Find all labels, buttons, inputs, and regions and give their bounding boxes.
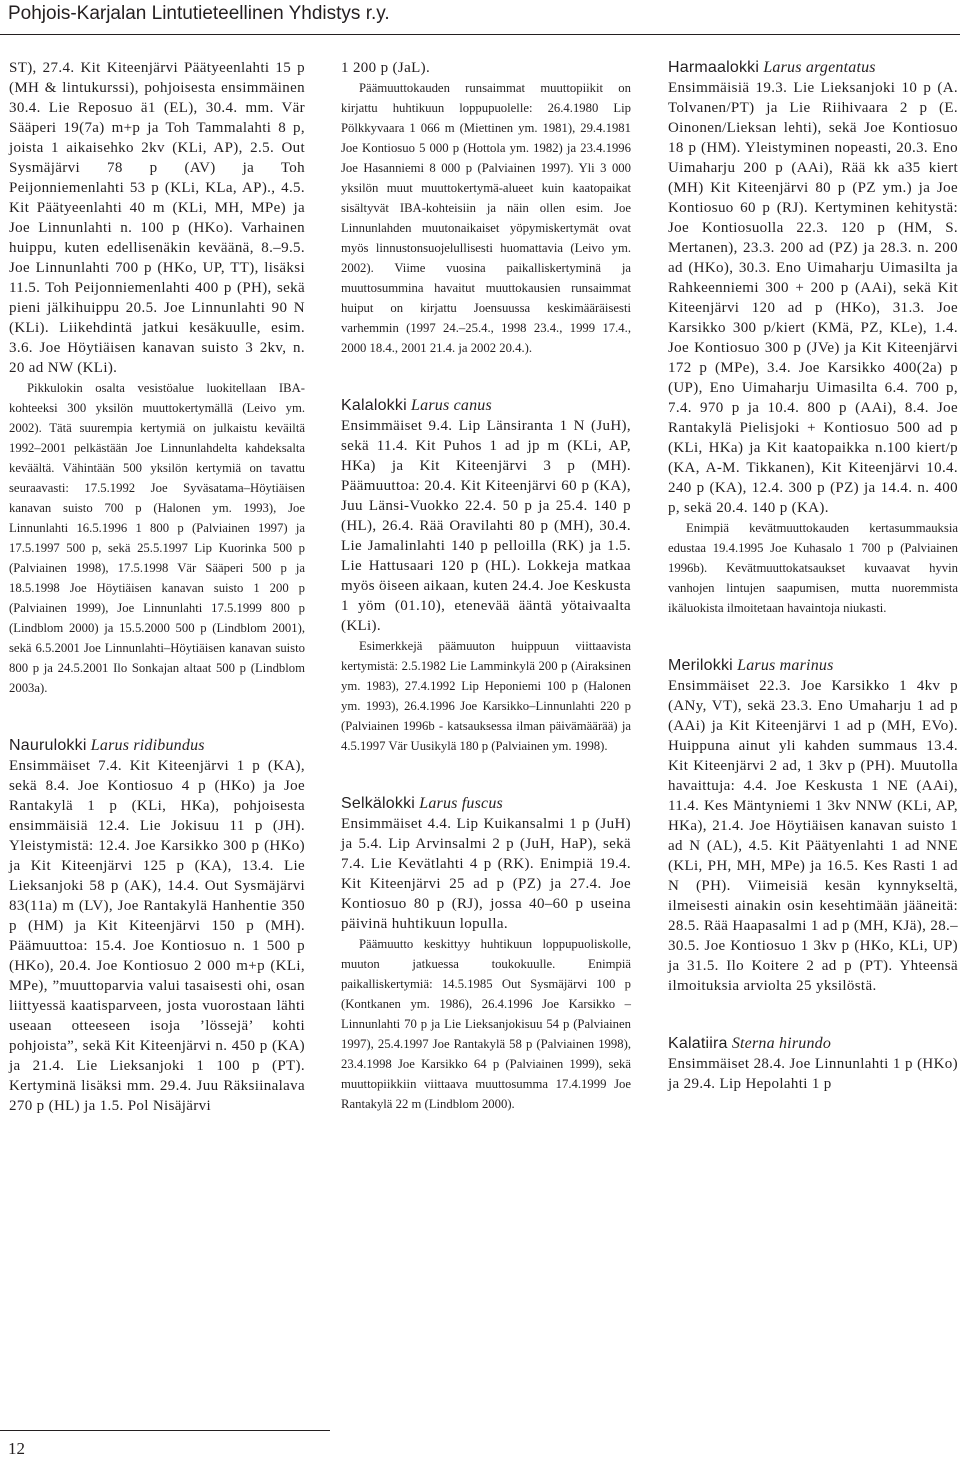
species-name: Merilokki (668, 657, 733, 674)
species-latin: Larus argentatus (763, 59, 876, 76)
spacer (668, 996, 958, 1034)
column-1 (9, 58, 305, 1116)
species-heading-kalatiira (668, 1034, 958, 1054)
species-text-selkalokki: Ensimmäiset 4.4. Lip Kuikansalmi 1 p (JuH) ja 5.4. Lip Arvinsalmi 2 p (JuH, HaP), sekä 7.4. Lie Kevätlahti 4 p (RK). Enimpiä 19.4. Kit Kiteenjärvi 25 ad p (PZ) ja 27.4. Joe Kontiosuo 80 p (RJ), jossa 40–60 p useina päivinä huhtikuun lopulla. (341, 816, 631, 932)
column-1-paragraph: ST), 27.4. Kit Kiteenjärvi Päätyeenlahti 15 p (MH & lintukurssi), pohjoisesta ensimmäinen 30.4. Lie Reposuo ä1 (EL), 30.4. mm. Vär Sääperi 19(7a) m+p ja Toh Tammalahti 8 p, joista 1 aikaisehko 2kv (KLi, AP), 2.5. Out Sysmäjärvi 78 p (AV) ja Toh Peijonniemenlahti 53 p (KLi, KLa, AP)., 4.5. Kit Päätyeenlahti 40 m (KLi, MH, MPe) ja Joe Linnunlahti n. 100 p (HKo). Varhainen huippu, kuten edellisenäkin keväänä, 8.–9.5. Joe Linnunlahti 700 p (HKo, UP, TT), lisäksi 11.5. Toh Peijonniemenlahti 400 p (PH), sekä pieni jälkihuippu 20.5. Joe Linnunlahti 90 N (KLi). Liikehdintä jatkui kesäkuulle, esim. 3.6. Joe Höytiäisen kanavan suisto 3 2kv, n. 20 ad NW (KLi). (9, 60, 305, 376)
spacer (341, 358, 631, 396)
column-2 (341, 58, 631, 1114)
species-name: Kalatiira (668, 1035, 728, 1052)
header-rule (0, 34, 960, 35)
column-2-note: Päämuuttokauden runsaimmat muuttopiikit on kirjattu huhtikuun loppupuolelle: 26.4.1980 Lip Pölkkyvaara 1 066 m (Miettinen ym. 1981), 29.4.1981 Joe Kontiosuo 5 000 p (Hottola ym. 1982) ja 23.4.1996 Joe Hasanniemi 8 000 p (Palviainen 1997). Yli 3 000 yksilön muut muuttokertymä-alueet kuin kaatopaikat sisältyvät IBA-kohteisiin ja näin ollen esim. Joe Linnunlahden muutonaikaiset yöpymiskertymät ovat myös linnustonsuojelullisesti huomattavia (Leivo ym. 2002). Viime vuosina paikalliskertyminä ja muuttosummina havaitut muuttokausien runsaimmat huiput on kirjattu Joensuussa keskimääräisesti varhemmin (1997 24.–25.4., 1998 23.4., 1999 17.4., 2000 18.4., 2001 21.4. ja 2002 20.4.). (341, 81, 631, 355)
spacer (9, 698, 305, 736)
species-heading-harmaalokki (668, 58, 958, 78)
spacer (668, 618, 958, 656)
species-latin: Larus marinus (737, 657, 834, 674)
species-name: Naurulokki (9, 737, 87, 754)
species-latin: Larus ridibundus (90, 737, 205, 754)
species-heading-merilokki (668, 656, 958, 676)
species-name: Selkälokki (341, 795, 416, 812)
species-note-kalalokki: Esimerkkejä päämuuton huippuun viittaavista kertymistä: 2.5.1982 Lie Lamminkylä 200 p (Airaksinen ym. 1983), 27.4.1992 Lip Heponiemi 100 p (Halonen ym. 1993), 26.4.1996 Joe Karsikko–Linnunlahti 220 p (Palviainen 1996b - katsauksessa ilman päivämäärää) ja 4.5.1997 Vär Uusikylä 180 p (Palviainen ym. 1998). (341, 639, 631, 753)
column-3 (668, 58, 958, 1094)
species-heading-kalalokki (341, 396, 631, 416)
species-note-selkalokki: Päämuutto keskittyy huhtikuun loppupuoliskolle, muuton jatkuessa toukokuulle. Enimpiä paikalliskertymiä: 14.5.1985 Out Sysmäjärvi 100 p (Kontkanen ym. 1986), 26.4.1996 Joe Karsikko –Linnunlahti 70 p ja Lie Lieksanjokisuu 54 p (Palviainen 1997), 25.4.1997 Joe Rantakylä 58 p (Palviainen 1998), 23.4.1998 Joe Karsikko 64 p (Palviainen 1999), sekä muuttopiikkiin viittaava muuttosumma 17.4.1999 Joe Rantakylä 22 m (Lindblom 2000). (341, 937, 631, 1111)
species-text-harmaalokki: Ensimmäisiä 19.3. Lie Lieksanjoki 10 p (A. Tolvanen/PT) ja Lie Riihivaara 2 p (E. Oinonen/Lieksan lehti), sekä Joe Kontiosuo 18 p (HM). Yleistyminen nopeasti, 20.3. Eno Uimaharju 200 p (AAi), Rää kk a35 kiert (MH) Kit Kiteenjärvi 80 p (PZ ym.) ja Joe Kontiosuo 60 p (RJ). Kertyminen kehitystä: Joe Kontiosuolla 22.3. 120 p (HM, S. Mertanen), 23.3. 200 ad (PZ) ja 28.3. n. 200 ad (HKo), 30.3. Eno Uimaharju Uimasilta ja Rahkeenniemi 300 + 200 p (AAi), sekä Kit Kiteenjärvi 120 ad p (HKo), 31.3. Joe Karsikko 300 p/kiert (KMä, PZ, KLe), 1.4. Joe Kontiosuo 300 p (JVe) ja Kit Kiteenjärvi 172 p (MPe), 3.4. Joe Karsikko 400(2a) p (UP), Eno Uimaharju Uimasilta 6.4. 700 p, 7.4. 970 p ja 10.4. 800 p (AAi), 8.4. Joe Rantakylä Pielisjoki + Kontiosuo 500 ad p (KLi, HKa) ja Kit kaatopaikka n.100 kiert/p (KA, A-M. Tikkanen), Kit Kiteenjärvi 10.4. 240 p (KA), 12.4. 300 p (PZ) ja 14.4. n. 400 p, sekä 20.4. 140 p (KA). (668, 80, 958, 516)
species-heading-naurulokki (9, 736, 305, 756)
species-name: Kalalokki (341, 397, 407, 414)
species-text-naurulokki: Ensimmäiset 7.4. Kit Kiteenjärvi 1 p (KA), sekä 8.4. Joe Kontiosuo 4 p (HKo) ja Joe Rantakylä 1 p (KLi, HKa), pohjoisesta ensimmäisiä 12.4. Lie Jokisuu 11 p (JH). Yleistymistä: 12.4. Joe Karsikko 300 p (HKo) ja Kit Kiteenjärvi 125 p (KA), 13.4. Lie Lieksanjoki 58 p (AK), 14.4. Out Sysmäjärvi 83(11a) m (LV), Joe Rantakylä Hanhentie 350 p (HM) ja Kit Kiteenjärvi 150 p (MH). Päämuuttoa: 15.4. Joe Kontiosuo n. 1 500 p (HKo), 20.4. Joe Kontiosuo 2 000 m+p (KLi, MPe), ”muuttoparvia valui tasaisesti ohi, osan liittyessä kaatisparveen, josta vuorostaan lähti useaan otteeseen isoja ’lössejä’ kohti pohjoista”, sekä Kit Kiteenjärvi n. 450 p (KA) ja 21.4. Lie Lieksanjoki 1 100 p (PT). Kertyminä lisäksi mm. 29.4. Juu Räksiinalava 270 p (HL) ja 1.5. Pol Nisäjärvi (9, 758, 305, 1114)
running-header: Pohjois-Karjalan Lintutieteellinen Yhdistys r.y. (8, 3, 390, 24)
spacer (341, 756, 631, 794)
species-text-kalatiira: Ensimmäiset 28.4. Joe Linnunlahti 1 p (HKo) ja 29.4. Lip Hepolahti 1 p (668, 1056, 958, 1092)
species-text-kalalokki: Ensimmäiset 9.4. Lip Länsiranta 1 N (JuH), sekä 11.4. Kit Puhos 1 ad jp m (KLi, AP, HKa) ja Kit Kiteenjärvi 3 p (MH). Päämuuttoa: 20.4. Kit Kiteenjärvi 60 p (KA), Juu Länsi-Vuokko 22.4. 50 p ja 25.4. 140 p (HL), 26.4. Rää Oravilahti 80 p (MH), 30.4. Lie Jamalinlahti 140 p pelloilla (RK) ja 1.5. Lie Hattusaari 120 p (HL). Lokkeja matkaa myös öiseen aikaan, kuten 24.4. Joe Keskusta 1 yöm (01.10), etenevää ääntä yötaivaalta (KLi). (341, 418, 631, 634)
species-latin: Larus fuscus (419, 795, 503, 812)
footer-rule (0, 1430, 330, 1431)
species-latin: Larus canus (411, 397, 492, 414)
species-name: Harmaalokki (668, 59, 760, 76)
species-text-merilokki: Ensimmäiset 22.3. Joe Karsikko 1 4kv p (ANy, VT), sekä 23.3. Eno Umaharju 1 ad p (AAi) ja Kit Kiteenjärvi 1 ad p (MH, EVo). Huippuna ainut yli kahden summaus 13.4. Kit Kiteenjärvi 2 ad, 1 3kv p (PH). Muutolla havaittuja: 4.4. Joe Keskusta 1 NE (AAi), 11.4. Kes Mäntyniemi 1 3kv NNW (KLi, AP, HKa), 21.4. Joe Höytiäisen kanavan suisto 1 ad N (AL), 4.5. Kit Päätyenlahti 1 ad NNE (KLi, PH, MH, MPe) ja 16.5. Kes Rasti 1 ad N (PH). Viimeisiä kesän kynnykseltä, ilmeisesti ainakin osin kesehtimään jääneitä: 28.5. Rää Haapasalmi 1 ad p (MH, KJä), 28.–30.5. Joe Kontiosuo 1 3kv p (HKo, KLi, UP) ja 31.5. Ilo Koitere 2 ad p (PT). Yhteensä ilmoituksia arviolta 25 yksilöstä. (668, 678, 958, 994)
page-number: 12 (8, 1439, 25, 1458)
species-heading-selkalokki (341, 794, 631, 814)
column-2-paragraph: 1 200 p (JaL). (341, 60, 431, 76)
species-note-harmaalokki: Enimpiä kevätmuuttokauden kertasummauksia edustaa 19.4.1995 Joe Kuhasalo 1 700 p (Palviainen 1996b). Kevätmuuttokatsaukset kuvaavat hyvin vanhojen lintujen saapumisen, mutta nuoremmista ikäluokista ilmoitetaan havaintoja niukasti. (668, 521, 958, 615)
column-1-note: Pikkulokin osalta vesistöalue luokitellaan IBA-kohteeksi 300 yksilön muuttokertymällä (Leivo ym. 2002). Tätä suurempia kertymiä on julkaistu keväiltä 1992–2001 pelkästään Joe Linnunlahdelta kahdeksalta keväältä. Vähintään 500 yksilön kertymiä on tavattu seuraavasti: 17.5.1992 Joe Syväsatama–Höytiäisen kanavan suisto 700 p (Halonen ym. 1993), Joe Linnunlahti 16.5.1996 1 800 p (Palviainen 1997) ja 17.5.1997 500 p, sekä 25.5.1997 Lip Kuorinka 500 p (Palviainen 1998), 17.5.1998 Vär Sääperi 500 p ja 18.5.1998 Joe Höytiäisen kanavan suisto 1 200 p (Palviainen 1999), Joe Linnunlahti 17.5.1999 800 p (Lindblom 2000) ja 15.5.2000 500 p (Lindblom 2001), sekä 6.5.2001 Joe Linnunlahti–Höytiäisen kanavan suisto 800 p ja 24.5.2001 Ilo Sonkajan altaat 500 p (Lindblom 2003a). (9, 381, 305, 695)
species-latin: Sterna hirundo (731, 1035, 832, 1052)
